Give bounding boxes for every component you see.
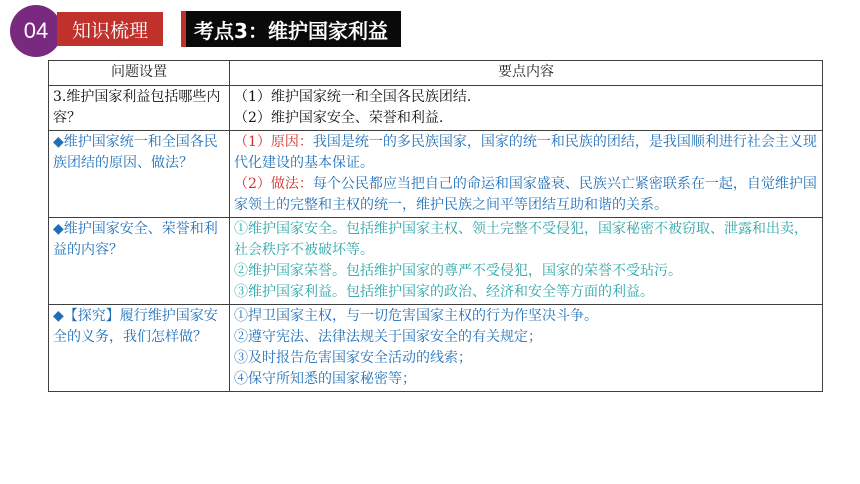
answer-line xyxy=(234,132,818,174)
topic-title xyxy=(181,11,401,47)
answer-line: ③维护国家利益。包括维护国家的政治、经济和安全等方面的利益。 xyxy=(234,284,654,300)
table-header-row xyxy=(49,61,823,86)
answer-text: 每个公民都应当把自己的命运和国家盛衰、民族兴亡紧密联系在一起，自觉维护国家领土的完整和主权的统一，维护民族之间平等团结互助和谐的关系。 xyxy=(234,176,817,213)
answer-cell xyxy=(230,86,823,131)
answer-line xyxy=(234,174,818,216)
answer-line: ①捍卫国家主权，与一切危害国家主权的行为作坚决斗争。 xyxy=(234,308,598,324)
topic-accent-bar xyxy=(181,11,186,47)
answer-line: （1）维护国家统一和全国各民族团结. xyxy=(234,89,472,105)
header-content: 要点内容 xyxy=(230,61,823,86)
question-cell: ◆维护国家安全、荣誉和利益的内容？ xyxy=(49,218,230,305)
table-row xyxy=(49,131,823,218)
answer-line: ④保守所知悉的国家秘密等； xyxy=(234,371,416,387)
table-row xyxy=(49,218,823,305)
topic-title-text: 考点3：维护国家利益 xyxy=(194,18,388,43)
answer-cell xyxy=(230,131,823,218)
answer-cell xyxy=(230,305,823,392)
table-row xyxy=(49,305,823,392)
answer-prefix: （2）做法： xyxy=(234,176,313,192)
question-cell: 3.维护国家利益包括哪些内容？ xyxy=(49,86,230,131)
knowledge-table xyxy=(48,60,823,392)
section-number-badge: 04 xyxy=(10,5,62,57)
question-cell: ◆【探究】履行维护国家安全的义务，我们怎样做？ xyxy=(49,305,230,392)
answer-line: ③及时报告危害国家安全活动的线索； xyxy=(234,350,472,366)
header-question: 问题设置 xyxy=(49,61,230,86)
answer-line: ②维护国家荣誉。包括维护国家的尊严不受侵犯，国家的荣誉不受玷污。 xyxy=(234,263,682,279)
answer-text: 我国是统一的多民族国家，国家的统一和民族的团结，是我国顺利进行社会主义现代化建设的基本保证。 xyxy=(234,134,817,171)
section-title: 知识梳理 xyxy=(57,12,163,46)
answer-line: （2）维护国家安全、荣誉和利益. xyxy=(234,110,444,126)
answer-cell xyxy=(230,218,823,305)
table-row xyxy=(49,86,823,131)
answer-line: ①维护国家安全。包括维护国家主权、领土完整不受侵犯，国家秘密不被窃取、泄露和出卖，社会秩序不被破坏等。 xyxy=(234,221,808,258)
answer-line: ②遵守宪法、法律法规关于国家安全的有关规定； xyxy=(234,329,542,345)
question-cell: ◆维护国家统一和全国各民族团结的原因、做法？ xyxy=(49,131,230,218)
answer-prefix: （1）原因： xyxy=(234,134,313,150)
